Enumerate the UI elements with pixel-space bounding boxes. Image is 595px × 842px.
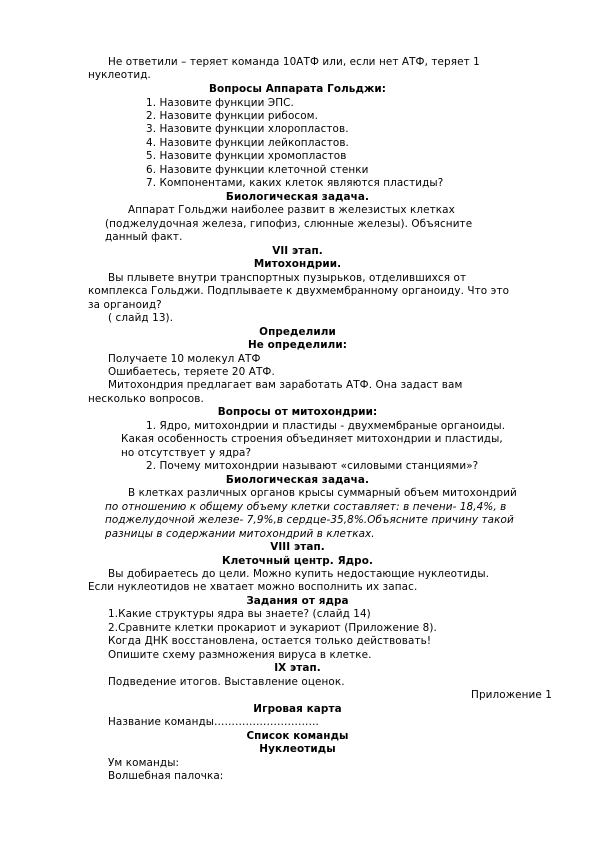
mito-question-1-cont-2: но отсутствует у ядра? [121, 447, 252, 459]
nucleus-tasks-heading: Задания от ядра [246, 595, 349, 607]
nucleus-task-1: 1.Какие структуры ядра вы знаете? (слайд 14) [108, 608, 371, 620]
stage-8-title: Клеточный центр. Ядро. [222, 555, 373, 567]
not-determined-label: Не определили: [248, 339, 347, 351]
outcome-line-1: Получаете 10 молекул АТФ [108, 353, 261, 365]
bio-task-2-line-2: по отношению к общему объему клетки составляет: в печени- 18,4%, в [105, 501, 507, 513]
bio-task-2-line-1: В клетках различных органов крысы суммарный объем митохондрий [128, 487, 517, 499]
stage-8-line-2: Если нуклеотидов не хватает можно восполнить их запас. [88, 581, 418, 593]
mito-question-1-cont-1: Какая особенность строения объединяет митохондрии и пластиды, [121, 433, 503, 445]
bio-task-1-line-1: Аппарат Гольджи наиболее развит в железистых клетках [128, 204, 455, 216]
stage-7-line-2: комплекса Гольджи. Подплываете к двухмембранному органоиду. Что это [88, 285, 510, 297]
golgi-question-3: 3. Назовите функции хлоропластов. [146, 123, 349, 135]
magic-wand-field: Волшебная палочка: [108, 770, 224, 782]
mito-questions-heading: Вопросы от митохондрии: [217, 406, 378, 418]
mito-question-2: 2. Почему митохондрии называют «силовыми станциями»? [146, 460, 479, 472]
bio-task-1-line-2: (поджелудочная железа, гипофиз, слюнные железы). Объясните [105, 218, 473, 230]
nucleotides-heading: Нуклеотиды [259, 743, 336, 755]
golgi-questions-heading: Вопросы Аппарата Гольджи: [208, 83, 387, 95]
golgi-question-1: 1. Назовите функции ЭПС. [146, 97, 294, 109]
bio-task-2-line-4: разницы в содержании митохондрий в клетках. [105, 528, 375, 540]
stage-8-line-1: Вы добираетесь до цели. Можно купить недостающие нуклеотиды. [108, 568, 490, 580]
outcome-line-3: Митохондрия предлагает вам заработать АТФ. Она задаст вам [108, 379, 463, 391]
nucleus-task-3: Когда ДНК восстановлена, остается только действовать! [108, 635, 432, 647]
golgi-question-4: 4. Назовите функции лейкопластов. [146, 137, 349, 149]
bio-task-1-heading: Биологическая задача. [225, 191, 370, 203]
stage-7-line-4: ( слайд 13). [108, 312, 174, 324]
bio-task-1-line-3: данный факт. [105, 231, 183, 243]
appendix-label: Приложение 1 [471, 689, 552, 701]
bio-task-2-heading: Биологическая задача. [225, 474, 370, 486]
stage-7-line-3: за органоид? [88, 299, 162, 311]
intro-line-1: Не ответили – теряет команда 10АТФ или, если нет АТФ, теряет 1 [108, 56, 480, 68]
team-name-field: Название команды………………………… [108, 716, 319, 728]
outcome-line-2: Ошибаетесь, теряете 20 АТФ. [108, 366, 275, 378]
intro-line-2: нуклеотид. [88, 69, 151, 81]
team-list-heading: Список команды [246, 730, 349, 742]
stage-9-heading: IX этап. [274, 662, 321, 674]
golgi-question-2: 2. Назовите функции рибосом. [146, 110, 319, 122]
stage-9-text: Подведение итогов. Выставление оценок. [108, 676, 345, 688]
stage-7-heading: VII этап. [272, 245, 323, 257]
stage-7-title: Митохондрии. [253, 258, 342, 270]
stage-7-line-1: Вы плывете внутри транспортных пузырьков, отделившихся от [108, 272, 467, 284]
mito-question-1: 1. Ядро, митохондрии и пластиды - двухмембраные органоиды. [146, 420, 506, 432]
nucleus-task-4: Опишите схему размножения вируса в клетке. [108, 649, 372, 661]
golgi-question-6: 6. Назовите функции клеточной стенки [146, 164, 369, 176]
golgi-question-5: 5. Назовите функции хромопластов [146, 150, 347, 162]
stage-8-heading: VIII этап. [270, 541, 325, 553]
game-card-title: Игровая карта [253, 703, 342, 715]
golgi-question-7: 7. Компонентами, каких клеток являются пластиды? [146, 177, 444, 189]
team-mind-field: Ум команды: [108, 757, 180, 769]
outcome-line-4: несколько вопросов. [88, 393, 204, 405]
nucleus-task-2: 2.Сравните клетки прокариот и эукариот (Приложение 8). [108, 622, 437, 634]
bio-task-2-line-3: поджелудочной железе- 7,9%,в сердце-35,8%.Объясните причину такой [105, 514, 514, 526]
determined-label: Определили [259, 326, 336, 338]
